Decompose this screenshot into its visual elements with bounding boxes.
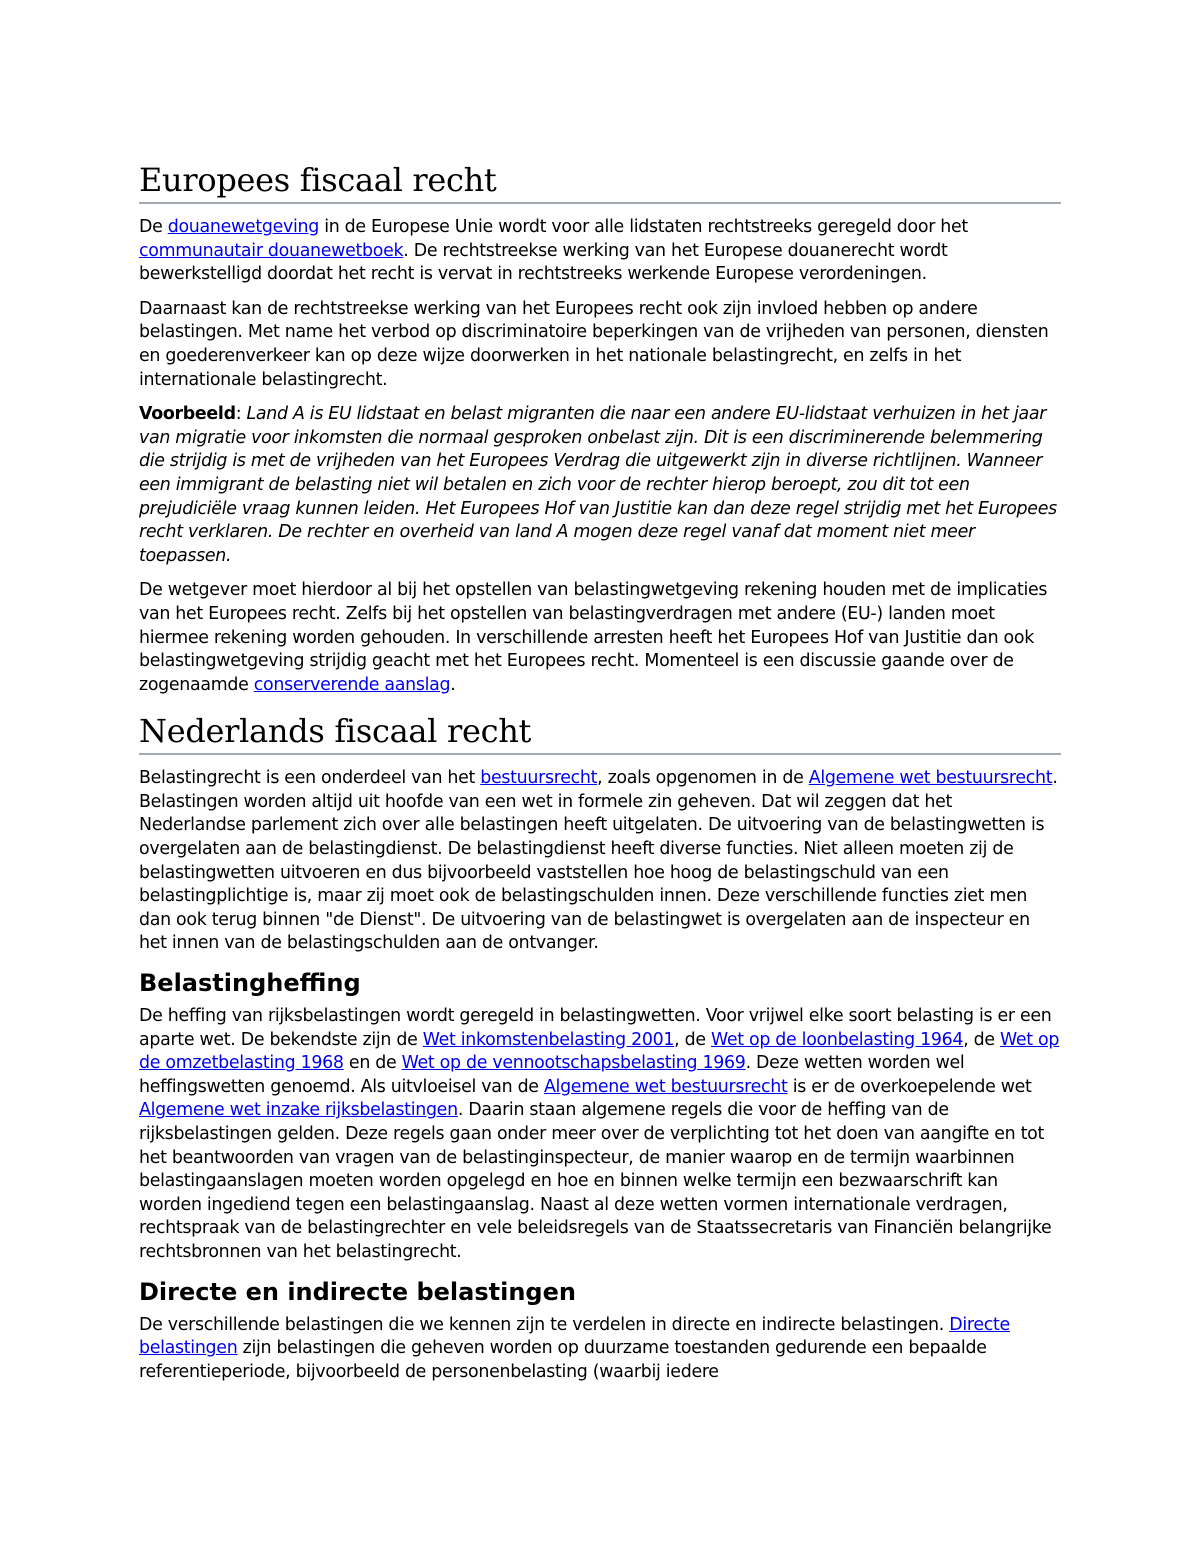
link-wet-vennootschapsbelasting-1969[interactable]: Wet op de vennootschapsbelasting 1969: [401, 1053, 746, 1074]
paragraph-belastingrecht: Belastingrecht is een onderdeel van het bestuursrecht, zoals opgenomen in de Algemene wet bestuursrecht. Belastingen worden altijd uit hoofde van een wet in formele zin geheven. Dat wil zeggen dat het Nederlandse parlement zich over alle belastingen heeft uitgelaten. De uitvoering van de belastingwetten is overgelaten aan de belastingdienst. De belastingdienst heeft diverse functies. Niet alleen moeten zij de belastingwetten uitvoeren en dus bijvoorbeeld vaststellen hoe hoog de belastingschuld van een belastingplichtige is, maar zij moet ook de belastingschulden innen. Deze verschillende functies ziet men dan ook terug binnen "de Dienst". De uitvoering van de belastingwet is overgelaten aan de inspecteur en het innen van de belastingschulden aan de ontvanger.: [139, 768, 1058, 954]
link-wet-loonbelasting-1964[interactable]: Wet op de loonbelasting 1964: [710, 1029, 964, 1050]
heading-nederlands-fiscaal-recht: Nederlands fiscaal recht: [139, 711, 1061, 755]
voorbeeld-label: Voorbeeld: [139, 404, 236, 425]
heading-belastingheffing: Belastingheffing: [139, 969, 361, 998]
link-algemene-wet-rijksbelastingen[interactable]: Algemene wet inzake rijksbelastingen: [139, 1100, 458, 1121]
link-communautair-douanewetboek[interactable]: communautair douanewetboek: [139, 240, 404, 261]
link-wet-inkomstenbelasting-2001[interactable]: Wet inkomstenbelasting 2001: [422, 1029, 675, 1050]
link-algemene-wet-bestuursrecht-2[interactable]: Algemene wet bestuursrecht: [543, 1076, 788, 1097]
paragraph-wetgever: De wetgever moet hierdoor al bij het opstellen van belastingwetgeving rekening houden met de implicaties van het Europees recht. Zelfs bij het opstellen van belastingverdragen met andere (EU-) landen moet hiermee rekening worden gehouden. In verschillende arresten heeft het Europees Hof van Justitie dan ook belastingwetgeving strijdig geacht met het Europees recht. Momenteel is een discussie gaande over de zogenaamde conserverende aanslag.: [139, 580, 1048, 695]
link-douanewetgeving[interactable]: douanewetgeving: [167, 217, 319, 237]
heading-europees-fiscaal-recht: Europees fiscaal recht: [139, 160, 1061, 204]
paragraph-rechtstreekse-werking: Daarnaast kan de rechtstreekse werking van het Europees recht ook zijn invloed hebben op andere belastingen. Met name het verbod op discriminatoire beperkingen van de vrijheden van personen, diensten en goederenverkeer kan op deze wijze doorwerken in het nationale belastingrecht, en zelfs in het internationale belastingrecht.: [139, 298, 1049, 390]
paragraph-voorbeeld: Voorbeeld: Land A is EU lidstaat en belast migranten die naar een andere EU-lidstaat verhuizen in het jaar van migratie voor inkomsten die normaal gesproken onbelast zijn. Dit is een discriminerende belemmering die strijdig is met de vrijheden van het Europees Verdrag die uitgewerkt zijn in diverse richtlijnen. Wanneer een immigrant de belasting niet wil betalen en zich voor de rechter hierop beroept, zou dit tot een prejudiciële vraag kunnen leiden. Het Europees Hof van Justitie kan dan deze regel strijdig met het Europees recht verklaren. De rechter en overheid van land A mogen deze regel vanaf dat moment niet meer toepassen.: [139, 404, 1057, 566]
paragraph-directe-belastingen: De verschillende belastingen die we kennen zijn te verdelen in directe en indirecte belastingen. Directe belastingen zijn belastingen die geheven worden op duurzame toestanden gedurende een bepaalde referentieperiode, bijvoorbeeld de personenbelasting (waarbij iedere: [139, 1314, 1010, 1382]
link-bestuursrecht[interactable]: bestuursrecht: [480, 768, 598, 789]
paragraph-douanewetgeving: De douanewetgeving in de Europese Unie wordt voor alle lidstaten rechtstreeks geregeld door het communautair douanewetboek. De rechtstreekse werking van het Europese douanerecht wordt bewerkstelligd doordat het recht is vervat in rechtstreeks werkende Europese verordeningen.: [139, 217, 968, 285]
voorbeeld-text: Land A is EU lidstaat en belast migranten die naar een andere EU-lidstaat verhuizen in het jaar van migratie voor inkomsten die normaal gesproken onbelast zijn. Dit is een discriminerende belemmering die strijdig is met de vrijheden van het Europees Verdrag die uitgewerkt zijn in diverse richtlijnen. Wanneer een immigrant de belasting niet wil betalen en zich voor de rechter hierop beroept, zou dit tot een prejudiciële vraag kunnen leiden. Het Europees Hof van Justitie kan dan deze regel strijdig met het Europees recht verklaren. De rechter en overheid van land A mogen deze regel vanaf dat moment niet meer toepassen.: [139, 404, 1057, 566]
link-directe-belastingen[interactable]: Directe belastingen: [139, 1314, 1010, 1359]
paragraph-heffing: De heffing van rijksbelastingen wordt geregeld in belastingwetten. Voor vrijwel elke soort belasting is er een aparte wet. De bekendste zijn de Wet inkomstenbelasting 2001, de Wet op de loonbelasting 1964, de Wet op de omzetbelasting 1968 en de Wet op de vennootschapsbelasting 1969. Deze wetten worden wel heffingswetten genoemd. Als uitvloeisel van de Algemene wet bestuursrecht is er de overkoepelende wet Algemene wet inzake rijksbelastingen. Daarin staan algemene regels die voor de heffing van de rijksbelastingen gelden. Deze regels gaan onder meer over de verplichting tot het doen van aangifte en tot het beantwoorden van vragen van de belastinginspecteur, de manier waarop en de termijn waarbinnen belastingaanslagen moeten worden opgelegd en hoe en binnen welke termijn een bezwaarschrift kan worden ingediend tegen een belastingaanslag. Naast al deze wetten vormen internationale verdragen, rechtspraak van de belastingrechter en vele beleidsregels van de Staatssecretaris van Financiën belangrijke rechtsbronnen van het belastingrecht.: [139, 1006, 1060, 1262]
link-wet-omzetbelasting-1968[interactable]: Wet op de omzetbelasting 1968: [139, 1029, 1060, 1074]
article-content: [139, 160, 1061, 1395]
link-conserverende-aanslag[interactable]: conserverende aanslag: [253, 674, 451, 695]
link-algemene-wet-bestuursrecht[interactable]: Algemene wet bestuursrecht: [808, 768, 1053, 789]
heading-directe-indirecte-belastingen: Directe en indirecte belastingen: [139, 1277, 576, 1306]
